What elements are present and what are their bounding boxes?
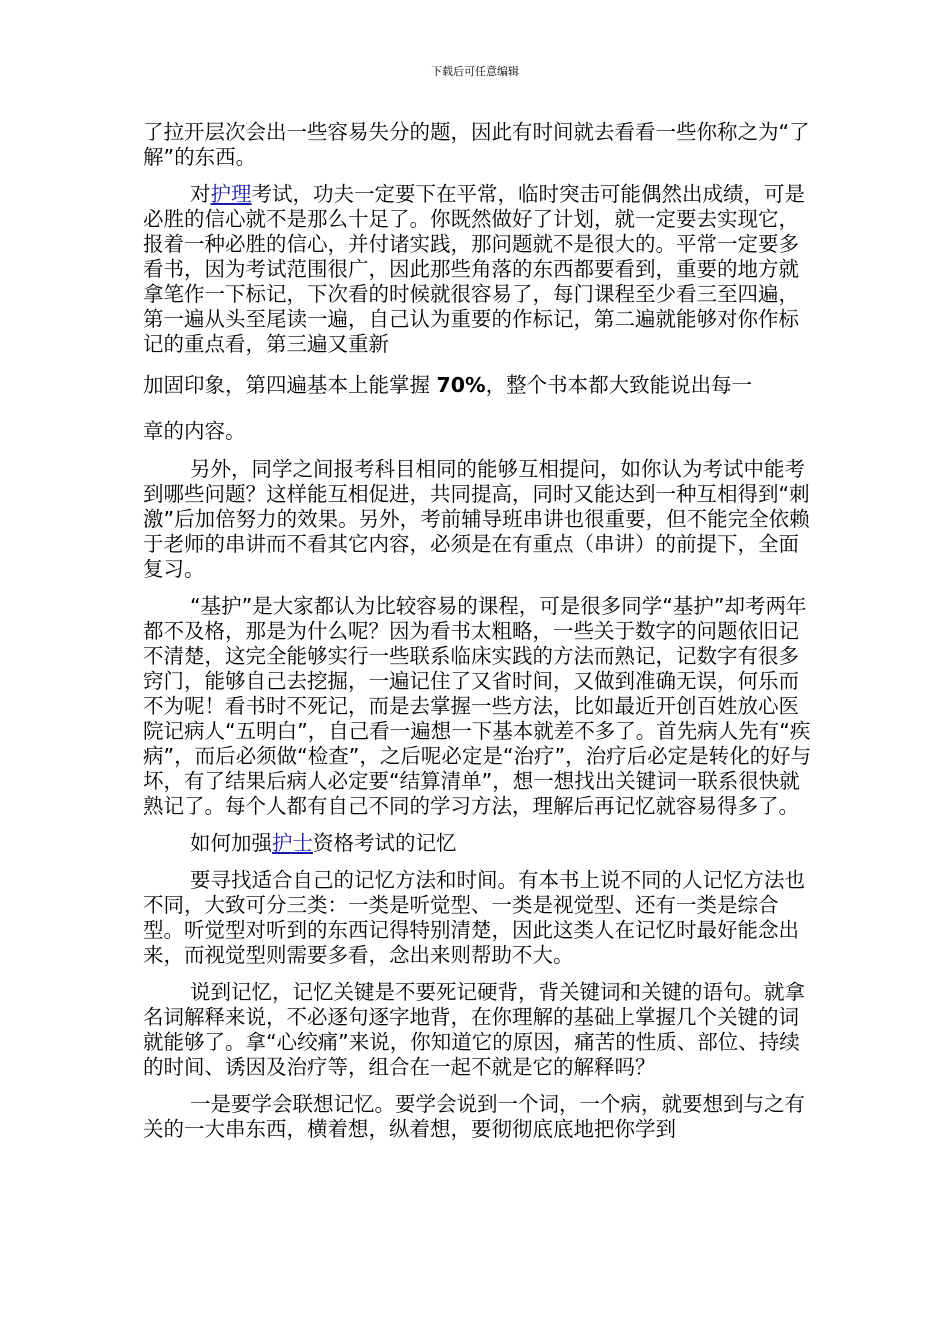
paragraph-2-line-b — [143, 357, 813, 403]
paragraph-1: 了拉开层次会出一些容易失分的题，因此有时间就去看看一些你称之为“了解”的东西。 — [143, 120, 810, 169]
nurse-link[interactable]: 护士 — [272, 831, 313, 855]
paragraph-2-text-post: 考试，功夫一定要下在平常，临时突击可能偶然出成绩，可是必胜的信心就不是那么十足了。你既然做好了计划，就一定要去实现它，报着一种必胜的信心，并付诸实践，那问题就不是很大的。平常一定要多看书，因为考试范围很广，因此那些角落的东西都要看到，重要的地方就拿笔作一下标记，下次看的时候就很容易了，每门课程至少看三至四遍，第一遍从头至尾读一遍，自己认为重要的作标记，第二遍就能够对你作标记的重点看，第三遍又重新 — [143, 182, 805, 356]
paragraph-2b-post: ，整个书本都大致能说出每一 — [485, 373, 753, 397]
paragraph-2-line-c: 章的内容。 — [143, 419, 246, 443]
nursing-link[interactable]: 护理 — [210, 182, 252, 206]
page-header: 下载后可任意编辑 — [431, 65, 519, 78]
paragraph-2 — [143, 182, 813, 357]
heading-post: 资格考试的记忆 — [313, 831, 457, 855]
document-body — [143, 120, 813, 1154]
paragraph-2-text-pre: 对 — [190, 182, 211, 206]
paragraph-4: “基护”是大家都认为比较容易的课程，可是很多同学“基护”却考两年都不及格，那是为什么呢？因为看书太粗略，一些关于数字的问题依旧记不清楚，这完全能够实行一些联系临床实践的方法而熟记，记数字有很多窍门，能够自己去挖掘，一遍记住了又省时间，又做到准确无误，何乐而不为呢！看书时不死记，而是去掌握一些方法，比如最近开创百姓放心医院记病人“五明白”，自己看一遍想一下基本就差不多了。首先病人先有“疾病”，而后必须做“检查”，之后呢必定是“治疗”，治疗后必定是转化的好与坏，有了结果后病人必定要“结算清单”，想一想找出关键词一联系很快就熟记了。每个人都有自己不同的学习方法，理解后再记忆就容易得多了。 — [143, 594, 812, 818]
paragraph-8: 一是要学会联想记忆。要学会说到一个词，一个病，就要想到与之有关的一大串东西，横着想，纵着想，要彻彻底底地把你学到 — [143, 1092, 805, 1141]
paragraph-6: 要寻找适合自己的记忆方法和时间。有本书上说不同的人记忆方法也不同，大致可分三类：一类是听觉型、一类是视觉型、还有一类是综合型。听觉型对听到的东西记得特别清楚，因此这类人在记忆时最好能念出来，而视觉型则需要多看，念出来则帮助不大。 — [143, 868, 805, 967]
paragraph-3: 另外，同学之间报考科目相同的能够互相提问，如你认为考试中能考到哪些问题？这样能互相促进，共同提高，同时又能达到一种互相得到“刺激”后加倍努力的效果。另外，考前辅导班串讲也很重要，但不能完全依赖于老师的串讲而不看其它内容，必须是在有重点（串讲）的前提下，全面复习。 — [143, 457, 810, 581]
paragraph-7: 说到记忆，记忆关键是不要死记硬背，背关键词和关键的语句。就拿名词解释来说，不必逐句逐字地背，在你理解的基础上掌握几个关键的词就能够了。拿“心绞痛”来说，你知道它的原因，痛苦的性质、部位、持续的时间、诱因及治疗等，组合在一起不就是它的解释吗？ — [143, 980, 805, 1079]
section-heading — [143, 831, 813, 856]
paragraph-2b-pre: 加固印象，第四遍基本上能掌握 — [143, 373, 437, 397]
heading-pre: 如何加强 — [190, 831, 272, 855]
percent-value: 70% — [436, 373, 486, 397]
